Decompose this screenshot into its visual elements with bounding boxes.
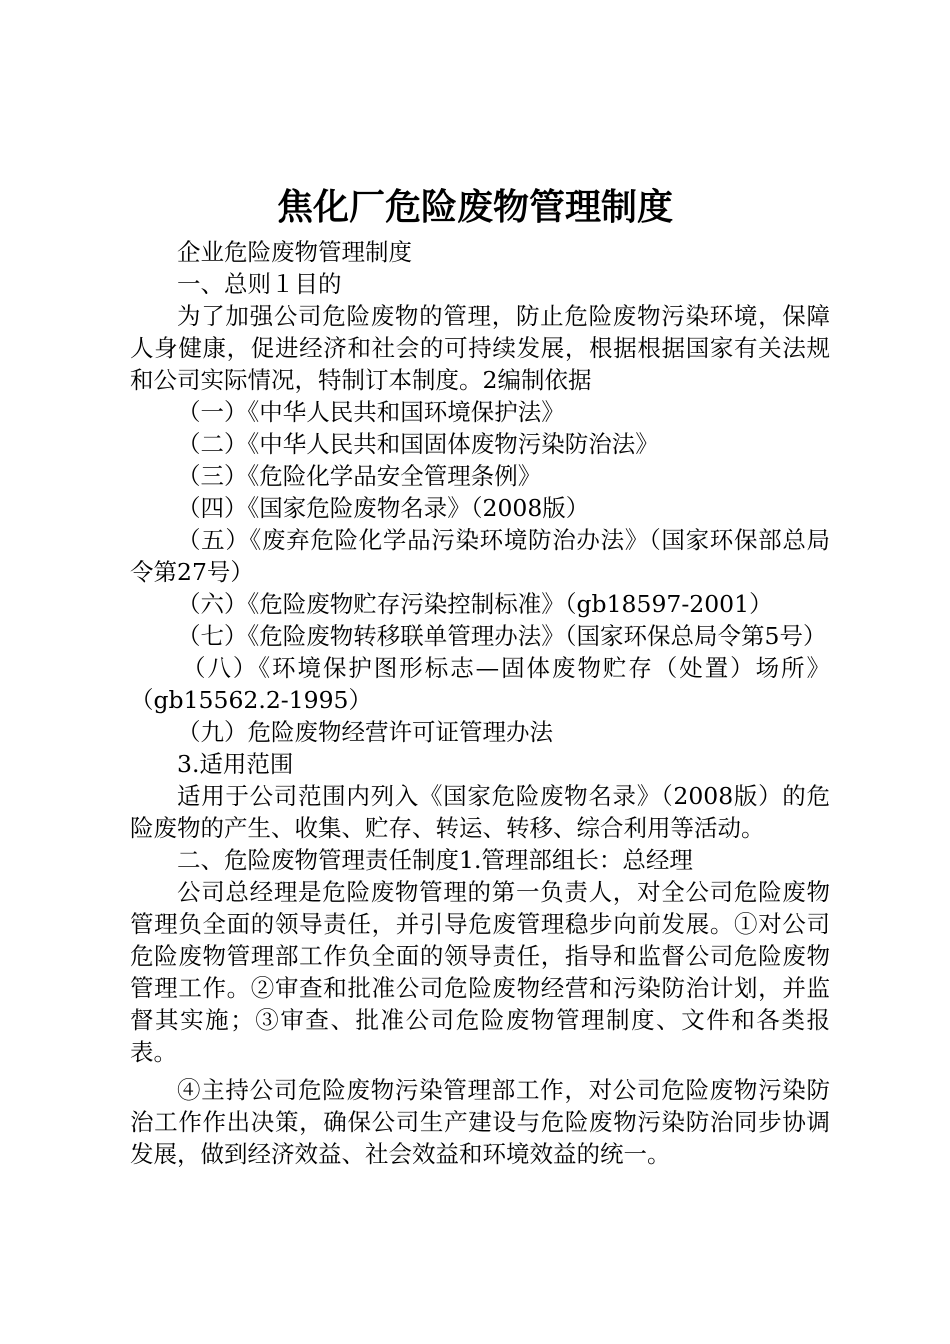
paragraph: （二）《中华人民共和国固体废物污染防治法》: [177, 430, 659, 458]
paragraph: （五）《废弃危险化学品污染环境防治办法》（国家环保部总局令第27号）: [130, 526, 830, 586]
paragraph: 3.适用范围: [177, 750, 294, 778]
paragraph: 一、总则１目的: [177, 270, 342, 298]
paragraph: 企业危险废物管理制度: [177, 238, 412, 266]
paragraph: （四）《国家危险废物名录》（2008版）: [177, 494, 590, 522]
document-body: [130, 236, 830, 1170]
document-title: 焦化厂危险废物管理制度: [276, 187, 673, 228]
paragraph: （三）《危险化学品安全管理条例》: [177, 462, 542, 490]
paragraph: 为了加强公司危险废物的管理，防止危险废物污染环境，保障人身健康，促进经济和社会的可持续发展，根据根据国家有关法规和公司实际情况，特制订本制度。2编制依据: [130, 302, 830, 394]
paragraph: 适用于公司范围内列入《国家危险废物名录》（2008版）的危险废物的产生、收集、贮存、转运、转移、综合利用等活动。: [130, 782, 830, 842]
paragraph: 公司总经理是危险废物管理的第一负责人，对全公司危险废物管理负全面的领导责任，并引导危废管理稳步向前发展。①对公司危险废物管理部工作负全面的领导责任，指导和监督公司危险废物管理工作。②审查和批准公司危险废物经营和污染防治计划，并监督其实施；③审查、批准公司危险废物管理制度、文件和各类报表。: [130, 878, 830, 1066]
paragraph: （九）危险废物经营许可证管理办法: [177, 718, 553, 746]
paragraph: （一）《中华人民共和国环境保护法》: [177, 398, 565, 426]
paragraph: ④主持公司危险废物污染管理部工作，对公司危险废物污染防治工作作出决策，确保公司生产建设与危险废物污染防治同步协调发展，做到经济效益、社会效益和环境效益的统一。: [130, 1076, 830, 1168]
paragraph: （八）《环境保护图形标志—固体废物贮存（处置）场所》（gb15562.2-1995）: [130, 654, 830, 714]
paragraph: （七）《危险废物转移联单管理办法》（国家环保总局令第5号）: [177, 622, 827, 650]
paragraph: 二、危险废物管理责任制度1.管理部组长：总经理: [177, 846, 693, 874]
paragraph: （六）《危险废物贮存污染控制标准》（gb18597-2001）: [177, 590, 773, 618]
